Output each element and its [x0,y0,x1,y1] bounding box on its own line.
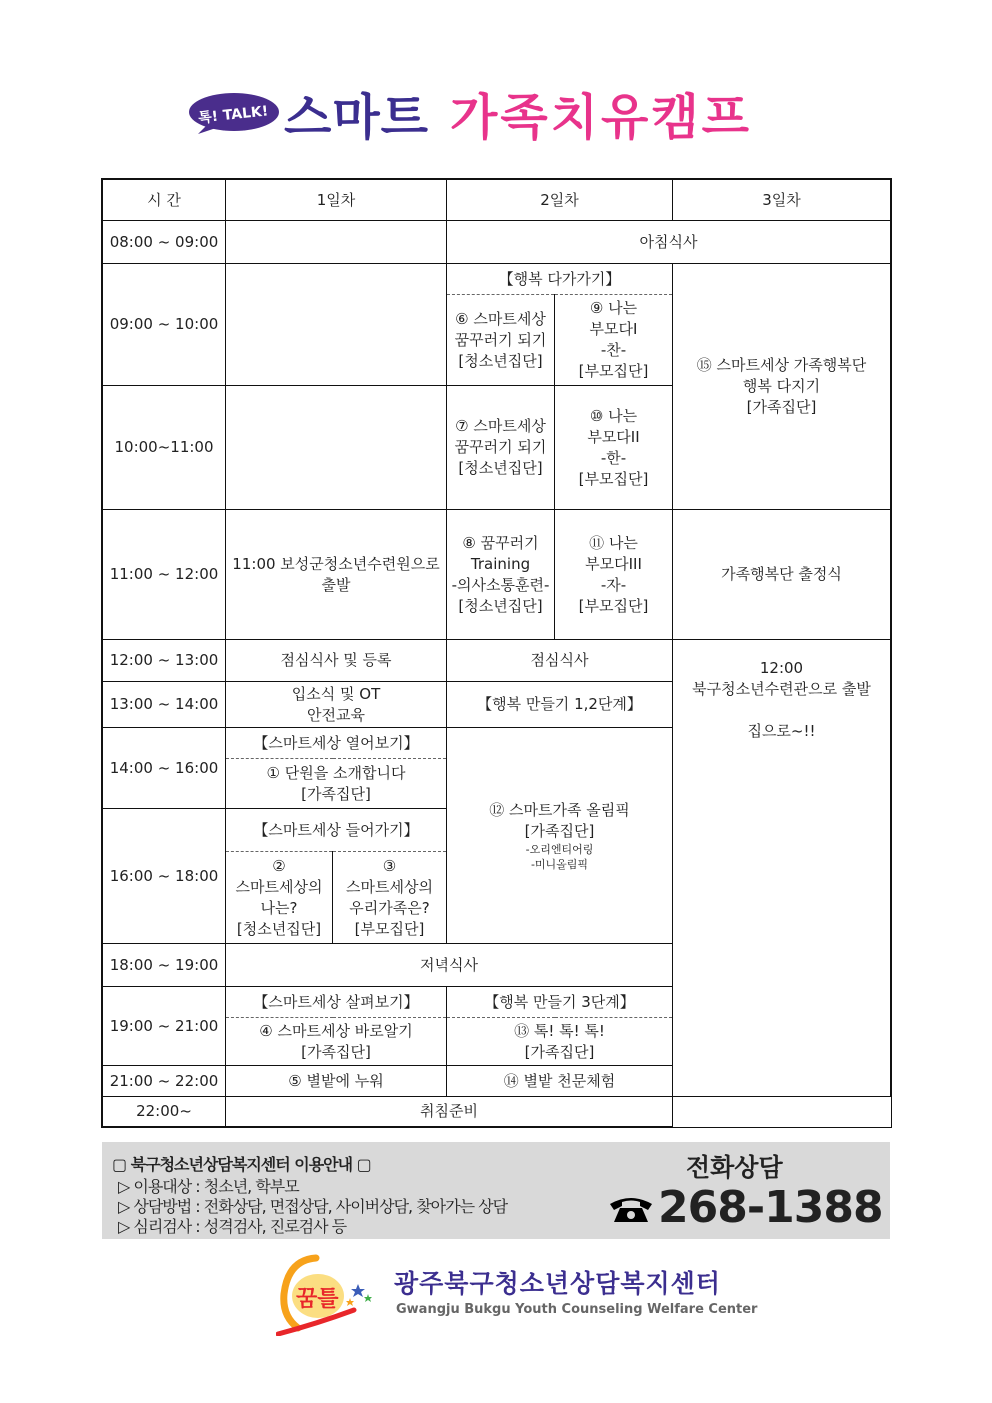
session-10-cell [555,386,673,510]
session-15-cell [673,264,891,510]
ceremony-cell: 가족행복단 출정식 [673,510,891,640]
footer-logo [276,1254,758,1336]
table-row [103,640,891,682]
table-row [103,510,891,640]
session-11-line: 부모다III [585,554,642,573]
session-7-line: 꿈꾸러기 되기 [454,438,547,456]
session-10-line: -한- [600,448,627,467]
header-time: 시 간 [103,180,226,221]
open-head-cell: 【스마트세상 열어보기】 [226,728,447,759]
time-cell: 22:00~ [103,1097,226,1127]
time-cell: 16:00 ~ 18:00 [103,809,226,944]
session-2-line: ② [272,856,286,875]
empty-cell [226,264,447,386]
header-day3: 3일차 [673,180,891,221]
session-14-cell: ⑭ 별밭 천문체험 [447,1066,673,1097]
session-9-line: 부모다I [589,320,638,338]
session-15-line: ⑮ 스마트세상 가족행복단 [696,356,867,374]
session-2-line: 나는? [260,898,298,917]
phone-label: 전화상담 [686,1153,783,1182]
entry-line: 안전교육 [307,705,365,724]
table-row [103,221,891,264]
org-name-korean: 광주북구청소년상담복지센터 [394,1269,721,1298]
session-11-line: ⑪ 나는 [589,533,638,552]
time-cell: 18:00 ~ 19:00 [103,944,226,987]
session-6-cell [447,295,555,386]
info-line: ▷ 상담방법 : 전화상담, 면접상담, 사이버상담, 찾아가는 상담 [118,1197,508,1216]
org-name-english: Gwangju Bukgu Youth Counseling Welfare Center [396,1302,758,1317]
session-12-cell [447,728,673,944]
session-3-line: 스마트세상의 [346,877,433,896]
info-box [102,1142,890,1239]
session-1-cell [226,759,447,809]
session-2-line: 스마트세상의 [235,877,323,896]
happy-make12-cell: 【행복 만들기 1,2단계】 [447,682,673,728]
session-8-line: Training [470,554,531,573]
session-5-cell: ⑤ 별밭에 누워 [226,1066,447,1097]
badge-text: 톡! TALK! [197,103,269,127]
header-day2: 2일차 [447,180,673,221]
look-head-cell: 【스마트세상 살펴보기】 [226,987,447,1018]
info-line: ▷ 이용대상 : 청소년, 학부모 [118,1177,299,1196]
session-2-line: [청소년집단] [236,919,322,938]
time-cell: 08:00 ~ 09:00 [103,221,226,264]
session-4-line: [가족집단] [301,1042,371,1061]
session-10-line: [부모집단] [578,469,649,488]
session-4-cell [226,1018,447,1066]
lunch-cell: 점심식사 [447,640,673,682]
table-header-row [103,180,891,221]
session-8-line: -의사소통훈련- [451,575,550,594]
session-3-line: [부모집단] [354,919,425,938]
session-6-line: ⑥ 스마트세상 [455,309,546,328]
session-8-cell [447,510,555,640]
sleep-cell: 취침준비 [226,1097,673,1127]
session-7-line: ⑦ 스마트세상 [455,417,546,435]
phone-number[interactable] [612,1182,883,1233]
time-cell: 12:00 ~ 13:00 [103,640,226,682]
session-1-line: ① 단원을 소개합니다 [266,763,406,782]
session-9-cell [555,295,673,386]
title-part-1: 스마트 [284,89,430,146]
session-6-line: [청소년집단] [458,351,543,370]
session-9-line: -찬- [600,341,627,359]
session-12-line: ⑫ 스마트가족 올림픽 [489,800,630,819]
session-4-line: ④ 스마트세상 바로알기 [259,1021,413,1040]
ggumtle-logo-icon [276,1254,376,1336]
session-13-line: [가족집단] [524,1042,595,1061]
session-10-line: 부모다II [587,427,640,446]
happy-approach-head: 【행복 다가가기】 [447,264,673,295]
title-part-2: 가족치유캠프 [450,89,753,146]
return-line: 12:00 [759,659,804,677]
session-1-line: [가족집단] [301,784,371,803]
time-cell: 19:00 ~ 21:00 [103,987,226,1066]
time-cell: 09:00 ~ 10:00 [103,264,226,386]
enter-head-cell: 【스마트세상 들어가기】 [226,809,447,852]
session-11-line: [부모집단] [578,596,649,615]
session-12-sub: -오리엔티어링 [525,842,594,856]
session-8-line: [청소년집단] [458,596,543,615]
session-13-line: ⑬ 톡! 톡! 톡! [514,1021,605,1040]
info-title: ▢ 북구청소년상담복지센터 이용안내 ▢ [112,1155,371,1174]
time-cell: 14:00 ~ 16:00 [103,728,226,809]
table-row [103,264,891,295]
header-day1: 1일차 [226,180,447,221]
depart-line: 출발 [321,575,351,594]
logo-text: 꿈틀 [296,1286,339,1311]
return-line: 북구청소년수련관으로 출발 [692,680,871,698]
session-3-line: ③ [382,856,397,875]
session-10-line: ⑩ 나는 [589,406,638,425]
session-13-cell [447,1018,673,1066]
breakfast-cell: 아침식사 [447,221,891,264]
session-8-line: ⑧ 꿈꾸러기 [462,533,539,552]
phone-number-text: 268-1388 [658,1182,883,1233]
schedule-table [102,179,891,1127]
lunch-register-cell: 점심식사 및 등록 [226,640,447,682]
entry-line: 입소식 및 OT [291,684,381,703]
depart-cell [226,510,447,640]
session-3-cell [333,852,447,944]
session-15-line: [가족집단] [746,398,817,416]
empty-cell [226,386,447,510]
session-9-line: [부모집단] [578,362,649,380]
session-9-line: ⑨ 나는 [589,299,638,317]
empty-cell [226,221,447,264]
happy-make3-cell: 【행복 만들기 3단계】 [447,987,673,1018]
return-line: 집으로~!! [747,722,816,740]
session-2-cell [226,852,333,944]
table-row [103,1097,891,1127]
info-line: ▷ 심리검사 : 성격검사, 진로검사 등 [118,1217,347,1236]
session-15-line: 행복 다지기 [742,377,821,395]
session-7-cell [447,386,555,510]
session-12-line: [가족집단] [524,821,595,840]
session-11-cell [555,510,673,640]
session-7-line: [청소년집단] [458,459,543,477]
depart-line: 11:00 보성군청소년수련원으로 [232,554,440,573]
entry-cell [226,682,447,728]
page-title [188,88,768,150]
session-12-sub: -미니올림픽 [530,857,589,871]
dinner-cell: 저녁식사 [226,944,673,987]
time-cell: 10:00~11:00 [103,386,226,510]
time-cell: 11:00 ~ 12:00 [103,510,226,640]
return-cell [673,640,891,1097]
return-line [675,700,888,721]
time-cell: 21:00 ~ 22:00 [103,1066,226,1097]
session-3-line: 우리가족은? [349,898,430,917]
session-6-line: 꿈꾸러기 되기 [454,330,547,349]
time-cell: 13:00 ~ 14:00 [103,682,226,728]
session-11-line: -자- [600,575,627,594]
